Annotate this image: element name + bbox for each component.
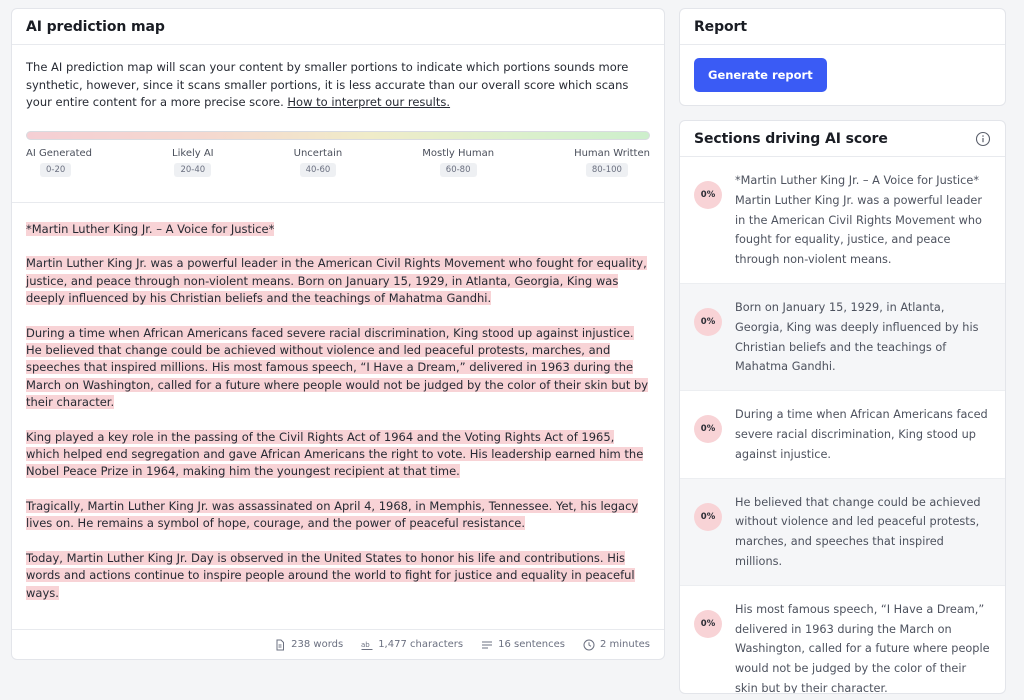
score-badge: 0% [694,181,722,209]
content-paragraph [26,498,650,533]
content-paragraph [26,550,650,602]
character-count [361,639,463,651]
word-count-text: 238 words [291,639,344,650]
reading-time-text: 2 minutes [599,639,650,650]
scale-label: Uncertain [293,148,343,159]
sections-list [680,157,1005,694]
content-paragraph [26,429,650,481]
scale-item-mostly-human [422,148,494,177]
highlighted-text: Today, Martin Luther King Jr. Day is observed in the United States to honor his life and contributions. His words and actions continue to inspire people around the world to fight for justice and equality in peaceful ways. [26,550,635,600]
scale-range: 80-100 [586,163,628,177]
scale-range: 60-80 [440,163,477,177]
content-paragraph [26,255,650,307]
clock-icon [583,639,595,651]
highlighted-text: *Martin Luther King Jr. – A Voice for Justice* [26,222,275,236]
scale-label: Mostly Human [422,148,495,159]
character-count-text: 1,477 characters [378,639,464,650]
section-text: His most famous speech, “I Have a Dream,” delivered in 1963 during the March on Washington, called for a future where people would not be judged by the color of their skin but by their character. [735,602,990,694]
sentence-count [481,639,565,651]
generate-report-button[interactable]: Generate report [694,58,827,92]
report-title: Report [694,18,747,35]
analyzed-content [12,203,664,633]
lines-icon [481,639,493,651]
score-badge: 0% [694,308,722,336]
score-gradient-bar [26,131,650,140]
report-header [680,9,1005,45]
section-text: He believed that change could be achieved without violence and led peaceful protests, marches, and speeches that inspired millions. [735,495,981,568]
scale-label: Human Written [574,148,650,159]
scale-item-likely-ai [172,148,214,177]
interpret-results-link[interactable]: How to interpret our results. [287,95,451,109]
content-stats-bar [12,629,664,659]
scale-range: 0-20 [40,163,71,177]
intro-description: The AI prediction map will scan your content by smaller portions to indicate which portions sounds more synthetic, however, since it scans smaller portions, it is less accurate than our overall score which scans your entire content for a more precise score. [26,60,629,109]
panel-header [12,9,664,45]
characters-icon [361,639,373,651]
report-body [680,45,1005,105]
sentence-count-text: 16 sentences [498,639,565,650]
section-item[interactable] [680,391,1005,478]
intro-text [12,45,664,131]
sections-title: Sections driving AI score [694,130,888,147]
scale-item-uncertain [294,148,343,177]
document-icon [274,639,286,651]
word-count [274,639,343,651]
highlighted-text: During a time when African Americans faced severe racial discrimination, King stood up against injustice. He believed that change could be achieved without violence and led peaceful protests, marches, and speeches that inspired millions. His most famous speech, “I Have a Dream,” delivered in 1963 during the March on Washington, called for a future where people would not be judged by the color of their skin but by their character. [26,325,649,410]
scale-labels [26,148,650,177]
highlighted-text: Tragically, Martin Luther King Jr. was assassinated on April 4, 1968, in Memphis, Tennessee. Yet, his legacy lives on. He remains a symbol of hope, courage, and the power of peaceful resistance. [26,498,639,531]
scale-label: Likely AI [172,148,214,159]
section-item[interactable] [680,586,1005,694]
scale-range: 20-40 [174,163,211,177]
score-scale [12,131,664,203]
section-text: Born on January 15, 1929, in Atlanta, Georgia, King was deeply influenced by his Christian beliefs and the teachings of Mahatma Gandhi. [735,300,979,374]
score-badge: 0% [694,415,722,443]
svg-text:ab: ab [361,640,370,649]
section-item[interactable] [680,479,1005,586]
reading-time [583,639,650,651]
scale-label: AI Generated [26,148,93,159]
info-icon[interactable] [975,131,991,147]
content-paragraph [26,221,650,238]
section-item[interactable] [680,157,1005,284]
scale-item-human-written [574,148,650,177]
scale-item-ai-generated [26,148,92,177]
section-text: During a time when African Americans faced severe racial discrimination, King stood up against injustice. [735,408,988,461]
highlighted-text: Martin Luther King Jr. was a powerful leader in the American Civil Rights Movement who fought for equality, justice, and peace through non-violent means. Born on January 15, 1929, in Atlanta, Georgia, King was deeply influenced by his Christian beliefs and the teachings of Mahatma Gandhi. [26,256,647,306]
highlighted-text: King played a key role in the passing of the Civil Rights Act of 1964 and the Voting Rights Act of 1965, which helped end segregation and gave African Americans the right to vote. His leadership earned him the Nobel Peace Prize in 1964, making him the youngest recipient at that time. [26,429,644,479]
panel-title: AI prediction map [26,18,165,35]
ai-prediction-map-panel [11,8,665,660]
scale-range: 40-60 [300,163,337,177]
sections-driving-score-panel [679,120,1006,694]
sections-header [680,121,1005,157]
section-text: *Martin Luther King Jr. – A Voice for Justice* Martin Luther King Jr. was a powerful leader in the American Civil Rights Movement who fought for equality, justice, and peace through non-violent means. [735,174,982,267]
section-item[interactable] [680,284,1005,391]
report-panel [679,8,1006,106]
score-badge: 0% [694,503,722,531]
score-badge: 0% [694,610,722,638]
content-paragraph [26,325,650,412]
